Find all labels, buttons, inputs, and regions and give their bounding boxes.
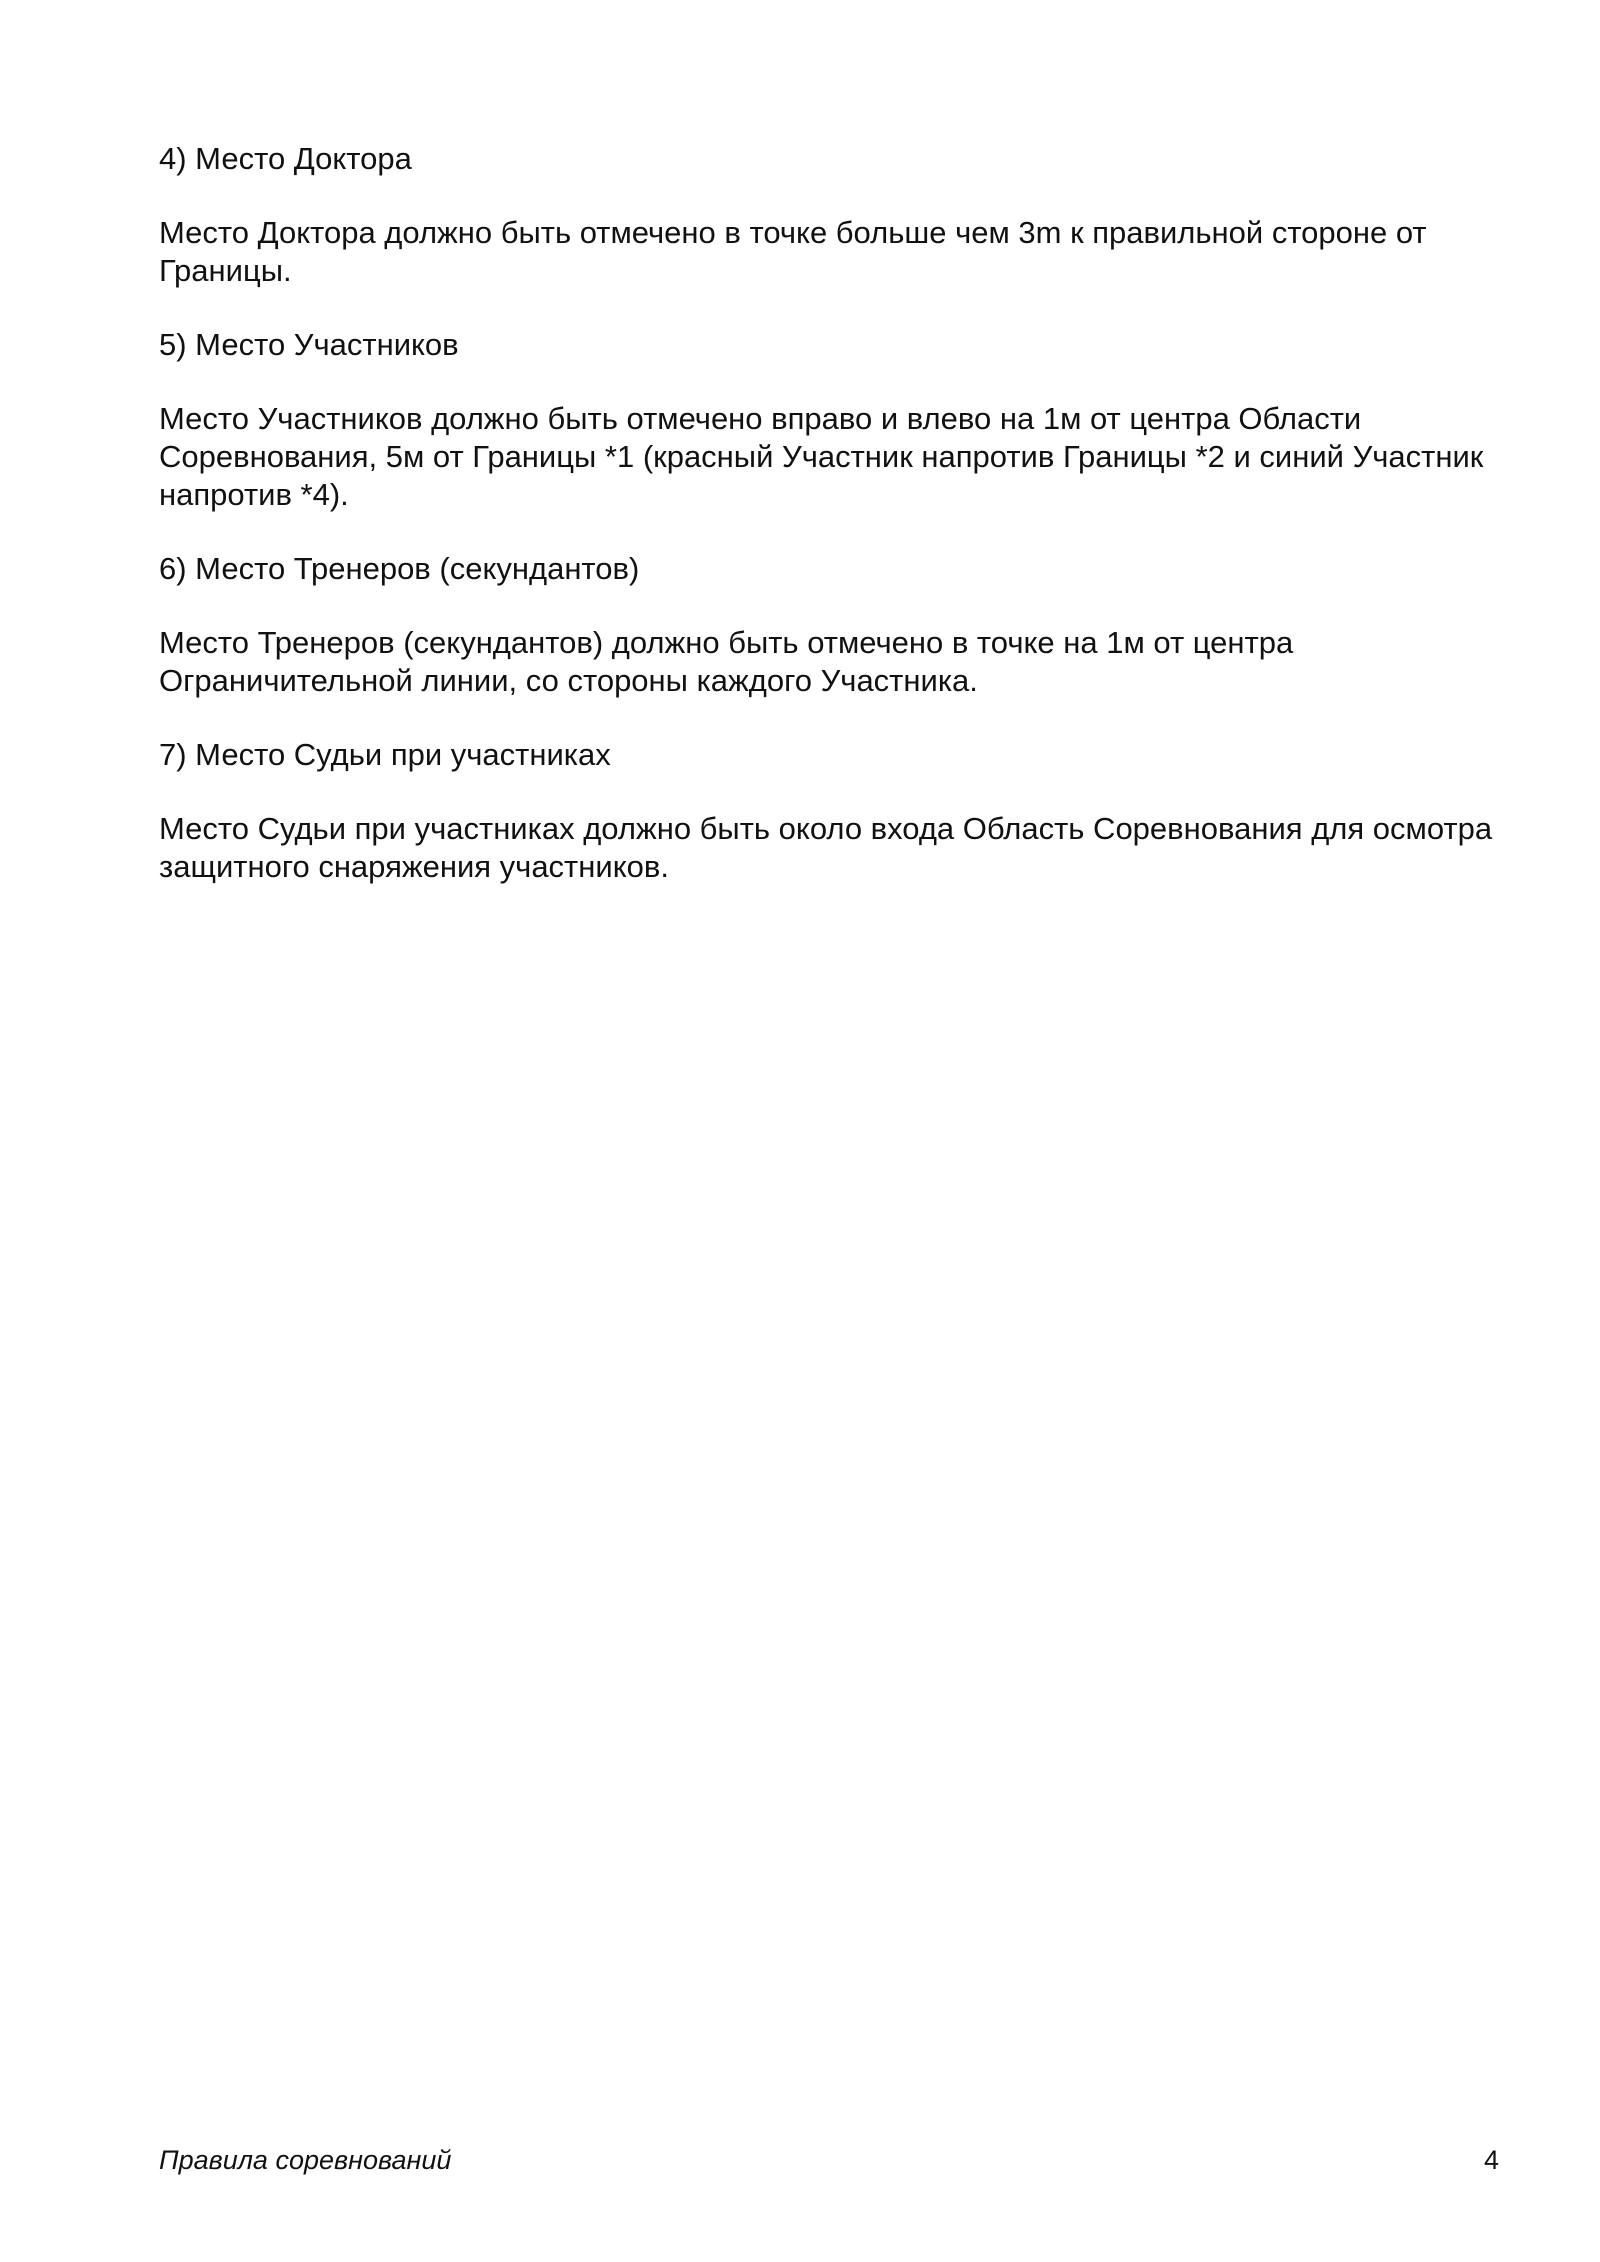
footer-title: Правила соревнований (159, 2144, 452, 2175)
section-heading-participants: 5) Место Участников (159, 327, 459, 362)
page-number: 4 (1483, 2144, 1499, 2175)
section-body-judge: Место Судьи при участниках должно быть около входа Область Соревнования для осмотра защитного снаряжения участников. (159, 811, 1493, 884)
page-footer (159, 2140, 1499, 2180)
section-body-participants: Место Участников должно быть отмечено вправо и влево на 1м от центра Области Соревнования, 5м от Границы *1 (красный Участник напротив Границы *2 и синий Участник напротив *4). (159, 401, 1484, 512)
section-body-coaches: Место Тренеров (секундантов) должно быть отмечено в точке на 1м от центра Ограничительной линии, со стороны каждого Участника. (159, 625, 1294, 698)
section-body-doctor: Место Доктора должно быть отмечено в точке больше чем 3m к правильной стороне от Границы. (159, 215, 1427, 288)
document-body (159, 140, 1499, 922)
section-heading-coaches: 6) Место Тренеров (секундантов) (159, 551, 640, 586)
section-heading-judge: 7) Место Судьи при участниках (159, 737, 611, 772)
section-heading-doctor: 4) Место Доктора (159, 141, 412, 176)
